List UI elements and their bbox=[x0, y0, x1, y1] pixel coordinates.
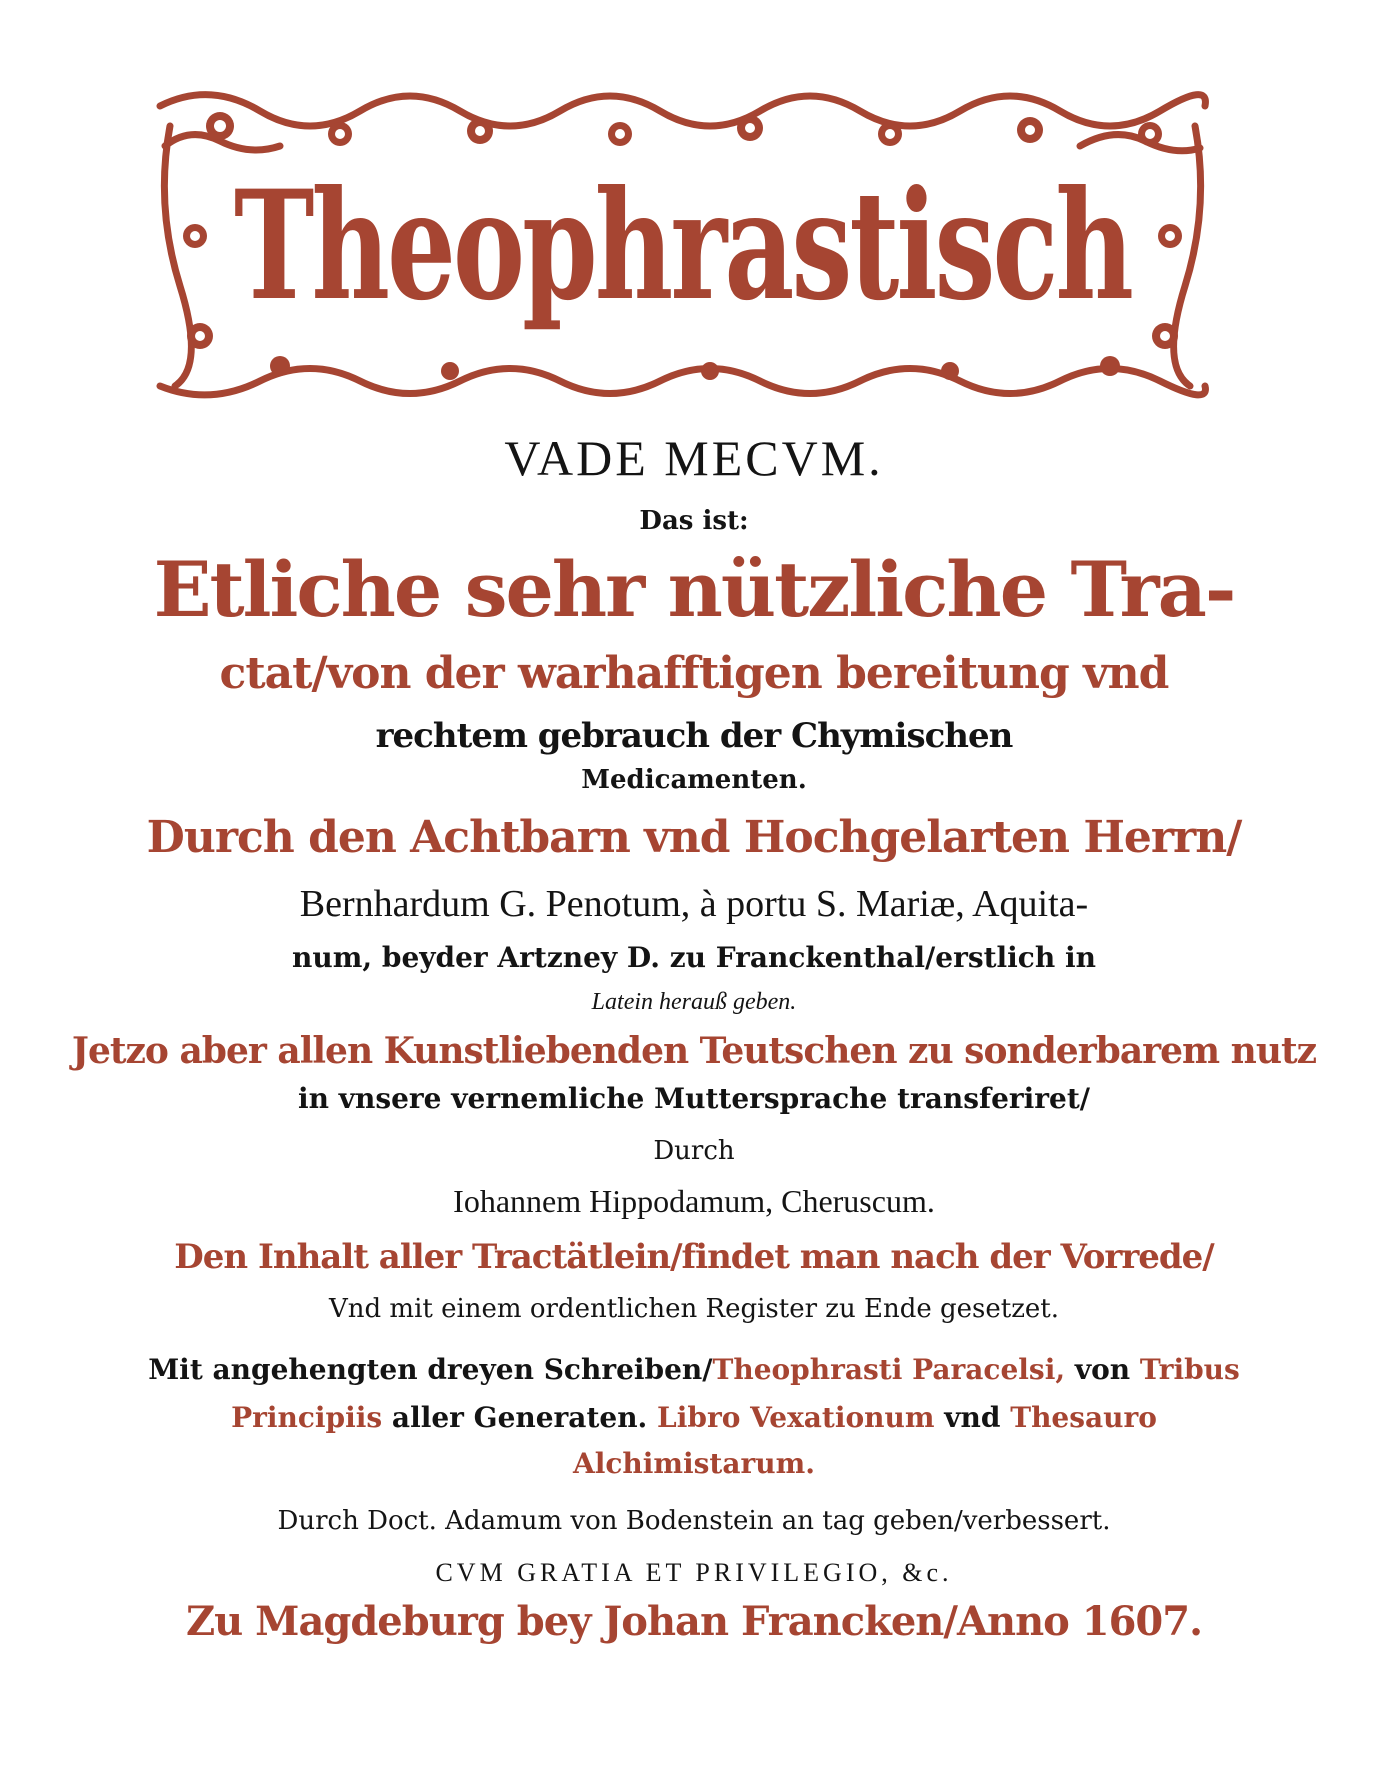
line-medicamenten: Medicamenten. bbox=[581, 765, 807, 795]
line-durch: Durch bbox=[653, 1136, 735, 1166]
line-imprint: Zu Magdeburg bey Johan Francken/Anno 1607. bbox=[185, 1598, 1203, 1645]
line-principiis bbox=[0, 1401, 1388, 1434]
text-vnd: vnd bbox=[934, 1401, 1011, 1434]
line-in-vnsere: in vnsere vernemliche Muttersprache transferiret/ bbox=[297, 1082, 1091, 1115]
line-jetzo: Jetzo aber allen Kunstliebenden Teutschen zu sonderbarem nutz bbox=[71, 1030, 1317, 1072]
line-cum-gratia: CVM GRATIA ET PRIVILEGIO, &c. bbox=[435, 1558, 953, 1587]
line-iohannem: Iohannem Hippodamum, Cheruscum. bbox=[453, 1183, 935, 1219]
text-von: von bbox=[1065, 1353, 1140, 1386]
subtitle-vade-mecum: VADE MECVM. bbox=[504, 430, 884, 486]
line-rechtem: rechtem gebrauch der Chymischen bbox=[375, 716, 1013, 756]
line-ctat: ctat/von der warhafftigen bereitung vnd bbox=[219, 648, 1169, 699]
line-vnd-mit: Vnd mit einem ordentlichen Register zu Ende gesetzet. bbox=[328, 1294, 1060, 1324]
line-durch-den-achtbarn: Durch den Achtbarn vnd Hochgelarten Herrn/ bbox=[146, 812, 1242, 863]
text-mit-angehengten: Mit angehengten dreyen Schreiben/ bbox=[148, 1353, 713, 1386]
line-das-ist: Das ist: bbox=[639, 506, 749, 536]
text-principiis: Principiis bbox=[231, 1401, 383, 1434]
ornamental-title-block bbox=[150, 86, 1215, 404]
line-alchimistarum: Alchimistarum. bbox=[573, 1447, 815, 1480]
line-latein: Latein herauß geben. bbox=[591, 989, 797, 1015]
line-den-inhalt: Den Inhalt aller Tractätlein/findet man nach der Vorrede/ bbox=[174, 1237, 1214, 1277]
text-aller-generaten: aller Generaten. bbox=[382, 1401, 658, 1434]
line-durch-doct: Durch Doct. Adamum von Bodenstein an tag geben/verbessert. bbox=[277, 1506, 1111, 1536]
line-mit-angehengten bbox=[0, 1353, 1388, 1386]
line-etliche: Etliche sehr nützliche Tra- bbox=[153, 545, 1235, 634]
text-thesauro: Thesauro bbox=[1010, 1401, 1157, 1434]
text-theophrasti: Theophrasti Paracelsi, bbox=[712, 1353, 1066, 1386]
text-tribus: Tribus bbox=[1139, 1353, 1240, 1386]
text-libro-vexationum: Libro Vexationum bbox=[657, 1401, 935, 1434]
line-bernhardum: Bernhardum G. Penotum, à portu S. Mariæ, Aquita- bbox=[299, 883, 1089, 925]
line-num-beyder: num, beyder Artzney D. zu Franckenthal/erstlich in bbox=[292, 941, 1096, 974]
ornamental-title: Theophrastisch bbox=[233, 158, 1132, 334]
